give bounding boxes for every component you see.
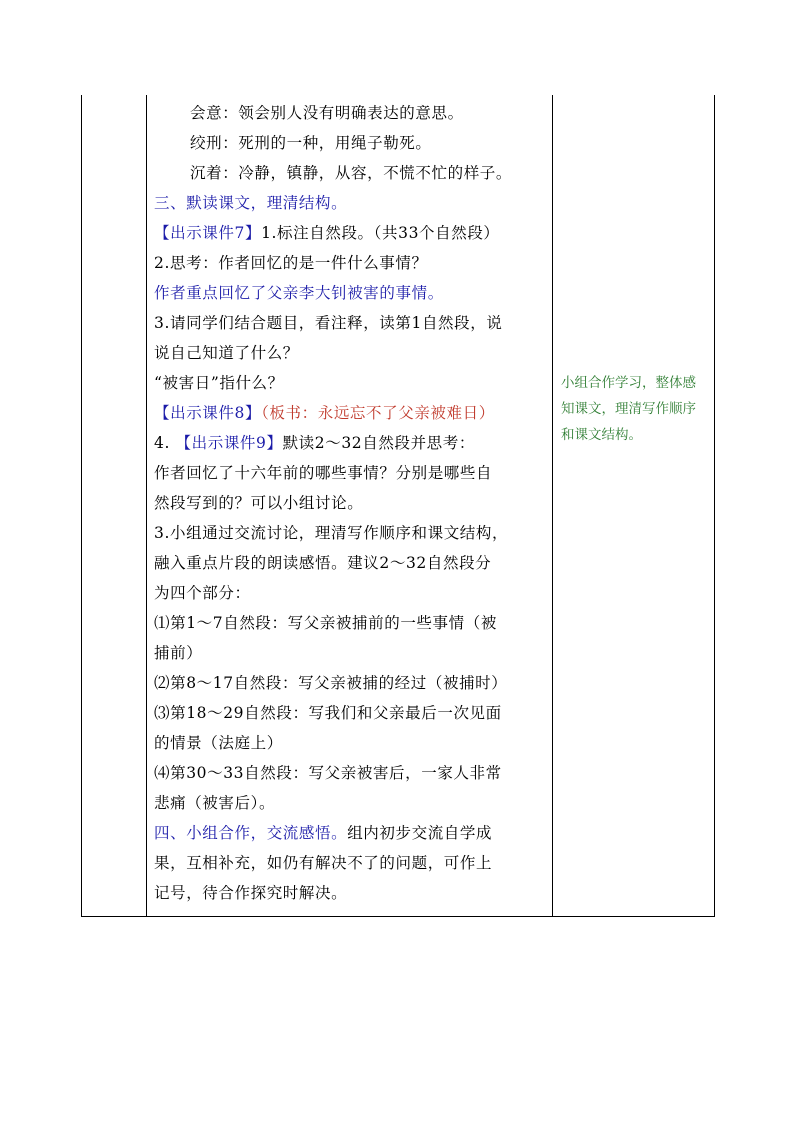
content-line: [154, 758, 551, 788]
content-line: [154, 458, 551, 488]
content-line: [154, 398, 551, 428]
content-text: 悲痛（被害后）。: [154, 794, 276, 812]
side-note-cell: [561, 370, 713, 448]
content-line: [154, 488, 551, 518]
content-line: [154, 98, 551, 128]
content-line: [154, 338, 551, 368]
content-text: 融入重点片段的朗读感悟。建议2～32自然段分: [154, 554, 492, 572]
content-text: 然段写到的？可以小组讨论。: [154, 494, 364, 512]
content-line: [154, 158, 551, 188]
content-text: 作者回忆了十六年前的哪些事情？分别是哪些自: [154, 464, 493, 482]
content-text: ⑶第18～29自然段：写我们和父亲最后一次见面: [154, 704, 502, 722]
content-line: [154, 308, 551, 338]
content-line: [154, 188, 551, 218]
content-text: 绞刑：死刑的一种，用绳子勒死。: [190, 134, 432, 152]
content-text: 1.标注自然段。（共33个自然段）: [261, 224, 500, 242]
content-line: [154, 668, 551, 698]
content-line: [154, 638, 551, 668]
content-line: [154, 698, 551, 728]
content-line: [154, 728, 551, 758]
content-text: 【出示课件7】: [154, 224, 262, 242]
content-line: [154, 848, 551, 878]
content-text: 作者重点回忆了父亲李大钊被害的事情。: [154, 284, 444, 302]
content-text: 的情景（法庭上）: [154, 734, 283, 752]
content-line: [154, 278, 551, 308]
content-line: [154, 128, 551, 158]
content-line: [154, 878, 551, 908]
column-divider-left: [146, 95, 147, 916]
content-text: 组内初步交流自学成: [347, 824, 493, 842]
content-line: [154, 578, 551, 608]
content-text: ⑷第30～33自然段：写父亲被害后，一家人非常: [154, 764, 502, 782]
content-text: 3.小组通过交流讨论，理清写作顺序和课文结构，: [154, 524, 509, 542]
content-text: 会意：领会别人没有明确表达的意思。: [190, 104, 464, 122]
content-text: 四、小组合作，交流感悟。: [154, 824, 348, 842]
content-text: ⑵第8～17自然段：写父亲被捕的经过（被捕时）: [154, 674, 508, 692]
content-text: 三、默读课文，理清结构。: [154, 194, 348, 212]
content-line: [154, 218, 551, 248]
content-text: “被害日”指什么？: [154, 374, 284, 392]
content-text: 说自己知道了什么？: [154, 344, 299, 362]
content-text: 4.: [154, 434, 176, 452]
content-text: 2.思考：作者回忆的是一件什么事情？: [154, 254, 428, 272]
side-note-line: 知课文，理清写作顺序: [561, 401, 696, 417]
content-text: 3.请同学们结合题目，看注释，读第1自然段，说: [154, 314, 503, 332]
teaching-content-cell: [154, 98, 551, 908]
content-line: [154, 428, 551, 458]
content-line: [154, 788, 551, 818]
content-text: （板书：永远忘不了父亲被难日）: [261, 404, 495, 422]
content-line: [154, 368, 551, 398]
content-text: 【出示课件8】: [154, 404, 262, 422]
content-text: 为四个部分：: [154, 584, 251, 602]
column-divider-right: [552, 95, 553, 916]
content-text: 【出示课件9】: [175, 434, 283, 452]
content-text: 果，互相补充，如仍有解决不了的问题，可作上: [154, 854, 493, 872]
content-text: ⑴第1～7自然段：写父亲被捕前的一些事情（被: [154, 614, 497, 632]
content-text: 默读2～32自然段并思考：: [282, 434, 475, 452]
content-line: [154, 818, 551, 848]
content-text: 记号，待合作探究时解决。: [154, 884, 348, 902]
content-line: [154, 248, 551, 278]
side-note-line: 和课文结构。: [561, 427, 642, 443]
side-note-line: 小组合作学习，整体感: [561, 375, 696, 391]
content-line: [154, 608, 551, 638]
content-line: [154, 548, 551, 578]
content-text: 捕前）: [154, 644, 203, 662]
content-text: 沉着：冷静，镇静，从容，不慌不忙的样子。: [190, 164, 513, 182]
content-line: [154, 518, 551, 548]
